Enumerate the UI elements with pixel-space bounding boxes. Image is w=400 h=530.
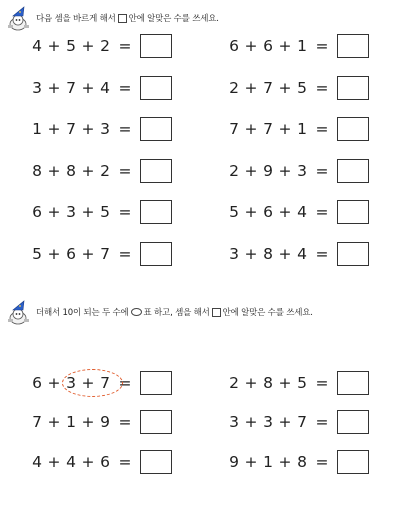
addend-3: 5 — [297, 79, 307, 97]
plus-sign: + — [244, 37, 258, 55]
addend-1: 5 — [229, 203, 239, 221]
problem-8 — [227, 158, 369, 184]
plus-sign: + — [81, 453, 95, 471]
problem-3 — [30, 409, 172, 435]
equals-sign: = — [118, 453, 132, 471]
addend-3: 5 — [297, 374, 307, 392]
addend-1: 1 — [32, 120, 42, 138]
plus-sign: + — [278, 453, 292, 471]
plus-sign: + — [47, 245, 61, 263]
addend-2: 6 — [263, 37, 273, 55]
example-circle-mark — [62, 369, 123, 397]
plus-sign: + — [278, 374, 292, 392]
addend-1: 5 — [32, 245, 42, 263]
problem-2 — [227, 33, 369, 59]
addend-3: 7 — [297, 413, 307, 431]
equals-sign: = — [315, 203, 329, 221]
addend-1: 4 — [32, 453, 42, 471]
answer-box[interactable] — [140, 371, 172, 395]
addend-3: 7 — [100, 374, 110, 392]
problem-10 — [227, 199, 369, 225]
addend-1: 3 — [32, 79, 42, 97]
addend-3: 1 — [297, 37, 307, 55]
plus-sign: + — [278, 203, 292, 221]
addend-3: 6 — [100, 453, 110, 471]
addend-3: 4 — [297, 245, 307, 263]
plus-sign: + — [244, 203, 258, 221]
addend-1: 2 — [229, 162, 239, 180]
problem-3 — [30, 75, 172, 101]
plus-sign: + — [278, 37, 292, 55]
answer-box[interactable] — [140, 242, 172, 266]
answer-box[interactable] — [337, 76, 369, 100]
plus-sign: + — [244, 79, 258, 97]
addend-2: 6 — [263, 203, 273, 221]
plus-sign: + — [278, 162, 292, 180]
equals-sign: = — [315, 453, 329, 471]
equals-sign: = — [118, 120, 132, 138]
problem-2 — [227, 370, 369, 396]
answer-box-symbol — [212, 308, 221, 317]
plus-sign: + — [81, 374, 95, 392]
addend-2: 9 — [263, 162, 273, 180]
wizard-mascot-icon — [6, 299, 32, 325]
addend-3: 7 — [100, 245, 110, 263]
plus-sign: + — [278, 79, 292, 97]
answer-box[interactable] — [337, 34, 369, 58]
addend-2: 4 — [66, 453, 76, 471]
answer-box[interactable] — [140, 159, 172, 183]
equals-sign: = — [118, 245, 132, 263]
addend-3: 4 — [100, 79, 110, 97]
addend-1: 2 — [229, 79, 239, 97]
answer-box[interactable] — [140, 76, 172, 100]
plus-sign: + — [47, 120, 61, 138]
instruction-1 — [6, 3, 219, 33]
problem-7 — [30, 158, 172, 184]
problem-4 — [227, 75, 369, 101]
problem-4 — [227, 409, 369, 435]
addend-3: 4 — [297, 203, 307, 221]
addend-2: 3 — [66, 203, 76, 221]
addend-2: 3 — [263, 413, 273, 431]
answer-box[interactable] — [337, 371, 369, 395]
plus-sign: + — [47, 162, 61, 180]
addend-1: 2 — [229, 374, 239, 392]
problem-6 — [227, 449, 369, 475]
addend-2: 1 — [66, 413, 76, 431]
equals-sign: = — [118, 203, 132, 221]
addend-1: 6 — [32, 203, 42, 221]
plus-sign: + — [81, 245, 95, 263]
answer-box[interactable] — [140, 34, 172, 58]
addend-2: 7 — [263, 79, 273, 97]
equals-sign: = — [315, 162, 329, 180]
addend-2: 1 — [263, 453, 273, 471]
addend-2: 8 — [66, 162, 76, 180]
plus-sign: + — [81, 120, 95, 138]
answer-box[interactable] — [140, 200, 172, 224]
answer-box[interactable] — [140, 450, 172, 474]
instruction-2-part1: 더해서 10이 되는 두 수에 — [36, 308, 129, 318]
equals-sign: = — [315, 120, 329, 138]
addend-2: 8 — [263, 245, 273, 263]
addend-1: 8 — [32, 162, 42, 180]
equals-sign: = — [118, 162, 132, 180]
plus-sign: + — [278, 245, 292, 263]
equals-sign: = — [315, 245, 329, 263]
instruction-2-part2: 표 하고, 셈을 해서 — [143, 308, 210, 318]
equals-sign: = — [118, 37, 132, 55]
instruction-1-after: 안에 알맞은 수를 쓰세요. — [128, 14, 219, 24]
plus-sign: + — [244, 374, 258, 392]
problem-12 — [227, 241, 369, 267]
plus-sign: + — [81, 79, 95, 97]
answer-box[interactable] — [337, 159, 369, 183]
addend-3: 3 — [297, 162, 307, 180]
addend-1: 3 — [229, 413, 239, 431]
equals-sign: = — [315, 37, 329, 55]
answer-box[interactable] — [337, 117, 369, 141]
plus-sign: + — [81, 413, 95, 431]
plus-sign: + — [278, 120, 292, 138]
problem-1 — [30, 33, 172, 59]
addend-1: 6 — [229, 37, 239, 55]
addend-1: 4 — [32, 37, 42, 55]
equals-sign: = — [118, 79, 132, 97]
plus-sign: + — [244, 120, 258, 138]
plus-sign: + — [244, 413, 258, 431]
plus-sign: + — [47, 453, 61, 471]
addend-2: 8 — [263, 374, 273, 392]
addend-3: 5 — [100, 203, 110, 221]
equals-sign: = — [118, 374, 132, 392]
equals-sign: = — [315, 79, 329, 97]
plus-sign: + — [81, 203, 95, 221]
answer-box[interactable] — [140, 410, 172, 434]
plus-sign: + — [47, 413, 61, 431]
plus-sign: + — [47, 374, 61, 392]
addend-2: 7 — [66, 79, 76, 97]
addend-3: 3 — [100, 120, 110, 138]
addend-1: 7 — [229, 120, 239, 138]
instruction-1-text — [36, 12, 219, 24]
plus-sign: + — [244, 453, 258, 471]
wizard-mascot-icon — [6, 5, 32, 31]
addend-3: 2 — [100, 37, 110, 55]
plus-sign: + — [81, 162, 95, 180]
circle-symbol — [131, 308, 142, 316]
addend-2: 6 — [66, 245, 76, 263]
equals-sign: = — [315, 413, 329, 431]
instruction-2 — [6, 297, 313, 327]
plus-sign: + — [244, 245, 258, 263]
answer-box[interactable] — [337, 200, 369, 224]
answer-box[interactable] — [337, 242, 369, 266]
plus-sign: + — [81, 37, 95, 55]
addend-3: 8 — [297, 453, 307, 471]
instruction-1-before: 다음 셈을 바르게 해서 — [36, 14, 116, 24]
addend-1: 6 — [32, 374, 42, 392]
addend-1: 9 — [229, 453, 239, 471]
answer-box[interactable] — [337, 410, 369, 434]
addend-3: 1 — [297, 120, 307, 138]
answer-box[interactable] — [140, 117, 172, 141]
equals-sign: = — [315, 374, 329, 392]
addend-2: 7 — [66, 120, 76, 138]
equals-sign: = — [118, 413, 132, 431]
answer-box[interactable] — [337, 450, 369, 474]
problem-5 — [30, 116, 172, 142]
addend-2: 3 — [66, 374, 76, 392]
addend-3: 2 — [100, 162, 110, 180]
instruction-2-text — [36, 306, 313, 318]
plus-sign: + — [47, 79, 61, 97]
addend-2: 5 — [66, 37, 76, 55]
addend-1: 7 — [32, 413, 42, 431]
addend-2: 7 — [263, 120, 273, 138]
plus-sign: + — [47, 203, 61, 221]
addend-3: 9 — [100, 413, 110, 431]
problem-11 — [30, 241, 172, 267]
plus-sign: + — [244, 162, 258, 180]
addend-1: 3 — [229, 245, 239, 263]
problem-6 — [227, 116, 369, 142]
answer-box-symbol — [118, 14, 127, 23]
plus-sign: + — [278, 413, 292, 431]
problem-5 — [30, 449, 172, 475]
instruction-2-part3: 안에 알맞은 수를 쓰세요. — [222, 308, 313, 318]
plus-sign: + — [47, 37, 61, 55]
problem-9 — [30, 199, 172, 225]
